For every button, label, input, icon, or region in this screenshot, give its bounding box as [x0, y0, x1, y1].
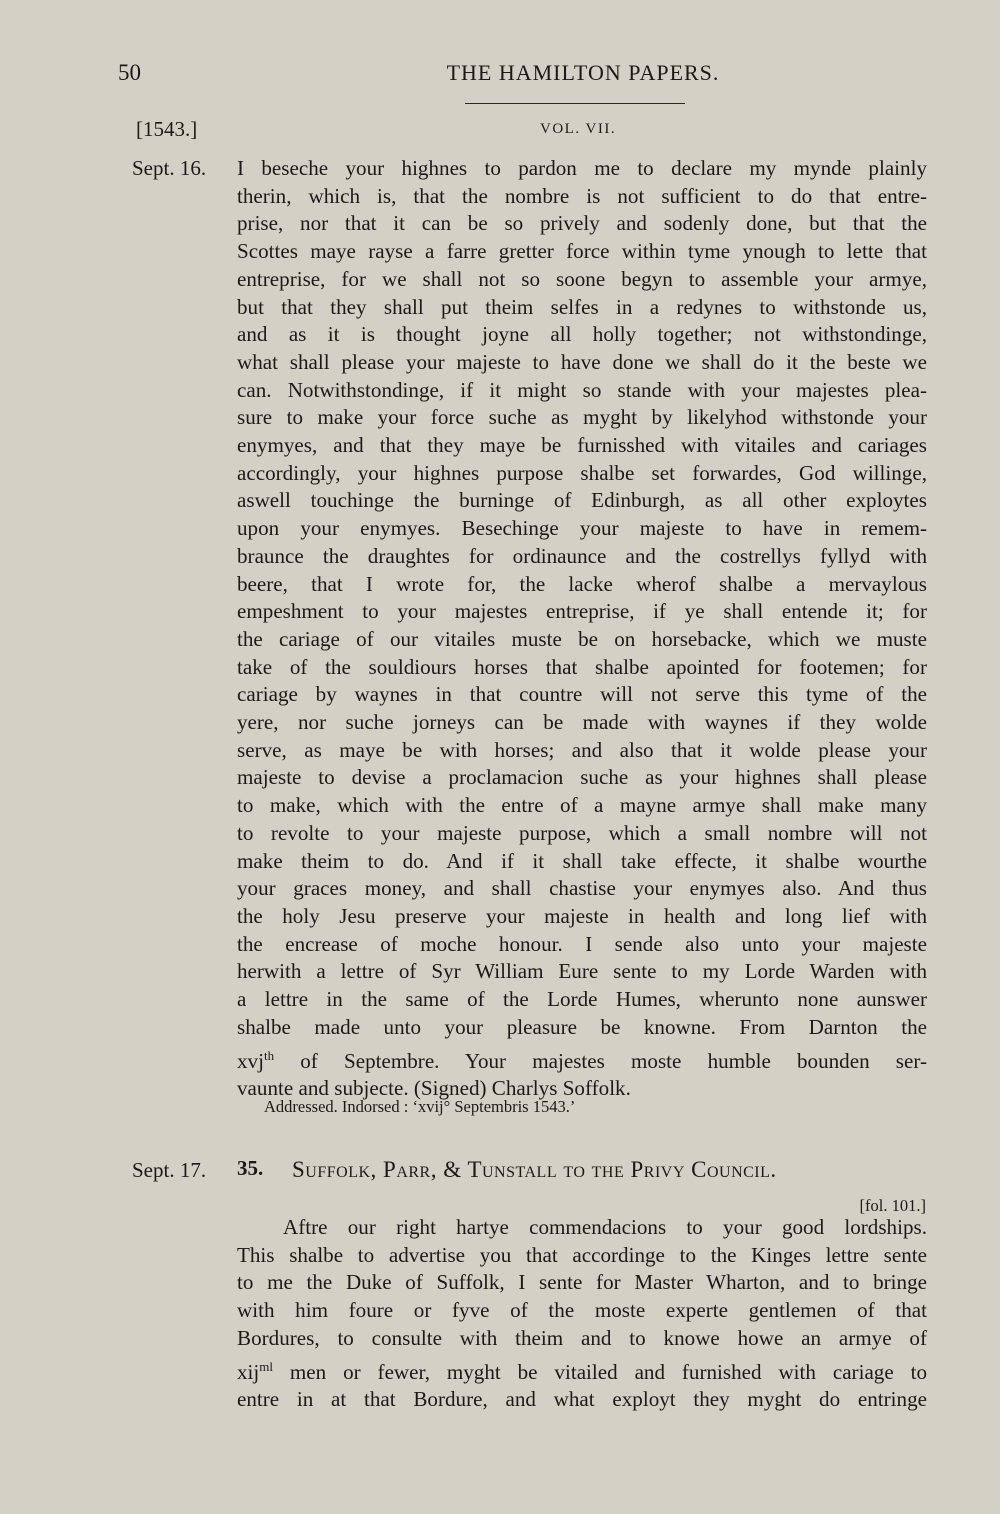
letter-title: Suffolk, Parr, & Tunstall to the Privy Council. [292, 1157, 777, 1182]
text-line: to me the Duke of Suffolk, I sente for Master Wharton, and to bringe [237, 1270, 927, 1295]
endorsement: Addressed. Indorsed : ‘xvij° Septembris 1543.’ [264, 1097, 576, 1116]
text-line: what shall please your majeste to have done we shall do it the beste we [237, 349, 927, 374]
text-line: make theim to do. And if it shall take effecte, it shalbe wourthe [237, 848, 927, 873]
text-line: sure to make your force suche as myght by likelyhod withstonde your [237, 405, 927, 430]
year-marker: [1543.] [136, 117, 198, 141]
folio-reference: [fol. 101.] [859, 1196, 926, 1215]
text-line: serve, as maye be with horses; and also that it wolde please your [237, 737, 927, 762]
text-line: the cariage of our vitailes muste be on horsebacke, which we muste [237, 626, 927, 651]
text-line: shalbe made unto your pleasure be knowne. From Darnton the [237, 1014, 927, 1039]
running-header [118, 60, 938, 94]
text-line: empeshment to your majestes entreprise, if ye shall entende it; for [237, 599, 927, 624]
text-line: Aftre our right hartye commendacions to your good lordships. [283, 1215, 927, 1239]
text-line: the holy Jesu preserve your majeste in health and long lief with [237, 903, 927, 928]
text-line: majeste to devise a proclamacion suche as your highnes shall please [237, 765, 927, 790]
text-line: beere, that I wrote for, the lacke wherof shalbe a mervaylous [237, 571, 927, 596]
text-line: entre in at that Bordure, and what exployt they myght do entringe [237, 1387, 927, 1412]
date-sidenote-second: Sept. 17. [132, 1158, 207, 1182]
text-line: the encrease of moche honour. I sende also unto your majeste [237, 931, 927, 956]
text-line: a lettre in the same of the Lorde Humes, wherunto none aunswer [237, 987, 927, 1012]
text-line: with him foure or fyve of the moste experte gentlemen of that [237, 1298, 927, 1323]
text-line: herwith a lettre of Syr William Eure sente to my Lorde Warden with [237, 959, 927, 984]
text-line: prise, nor that it can be so prively and sodenly done, but that the [237, 211, 927, 236]
text-line: braunce the draughtes for ordinaunce and the costrellys fyllyd with [237, 543, 927, 568]
text-line: xij$^{ml}$ men or fewer, myght be vitailed and furnished with cariage to [237, 1358, 927, 1384]
text-line: upon your enymyes. Besechinge your majeste to have in remem- [237, 516, 927, 541]
text-line: take of the souldiours horses that shalbe apointed for footemen; for [237, 654, 927, 679]
text-line: vaunte and subjecte. (Signed) Charlys Soffolk. [237, 1076, 631, 1101]
text-line: therin, which is, that the nombre is not sufficient to do that entre- [237, 183, 927, 208]
volume-label: VOL. VII. [540, 121, 617, 137]
text-line: cariage by waynes in that countre will not serve this tyme of the [237, 682, 927, 707]
text-line: your graces money, and shall chastise your enymyes also. And thus [237, 876, 927, 901]
text-line: xvj$^{th}$ of Septembre. Your majestes moste humble bounden ser- [237, 1047, 927, 1073]
text-line: I beseche your highnes to pardon me to declare my mynde plainly [237, 156, 927, 180]
text-line: to make, which with the entre of a mayne armye shall make many [237, 793, 927, 818]
text-line: aswell touchinge the burninge of Edinburgh, as all other exploytes [237, 488, 927, 513]
text-line: to revolte to your majeste purpose, which a small nombre will not [237, 820, 927, 845]
text-line: and as it is thought joyne all holly together; not withstondinge, [237, 322, 927, 347]
header-rule [465, 103, 685, 104]
text-line: enymyes, and that they maye be furnisshed with vitailes and cariages [237, 433, 927, 458]
text-line: Scottes maye rayse a farre gretter force within tyme ynough to lette that [237, 239, 927, 264]
letter-number: 35. [237, 1156, 264, 1180]
date-sidenote-first: Sept. 16. [132, 156, 207, 180]
text-line: This shalbe to advertise you that accordinge to the Kinges lettre sente [237, 1242, 927, 1267]
text-line: yere, nor suche jorneys can be made with waynes if they wolde [237, 710, 927, 735]
text-line: but that they shall put theim selfes in a redynes to withstonde us, [237, 294, 927, 319]
page-number: 50 [118, 60, 141, 85]
running-title: THE HAMILTON PAPERS. [446, 60, 720, 85]
text-line: entreprise, for we shall not so soone begyn to assemble your armye, [237, 266, 927, 291]
letter-35-body [237, 1214, 927, 1414]
text-line: accordingly, your highnes purpose shalbe set forwardes, God willinge, [237, 460, 927, 485]
text-line: can. Notwithstondinge, if it might so stande with your majestes plea- [237, 377, 927, 402]
text-line: Bordures, to consulte with theim and to knowe howe an armye of [237, 1325, 927, 1350]
letter-34-body [237, 155, 927, 1103]
